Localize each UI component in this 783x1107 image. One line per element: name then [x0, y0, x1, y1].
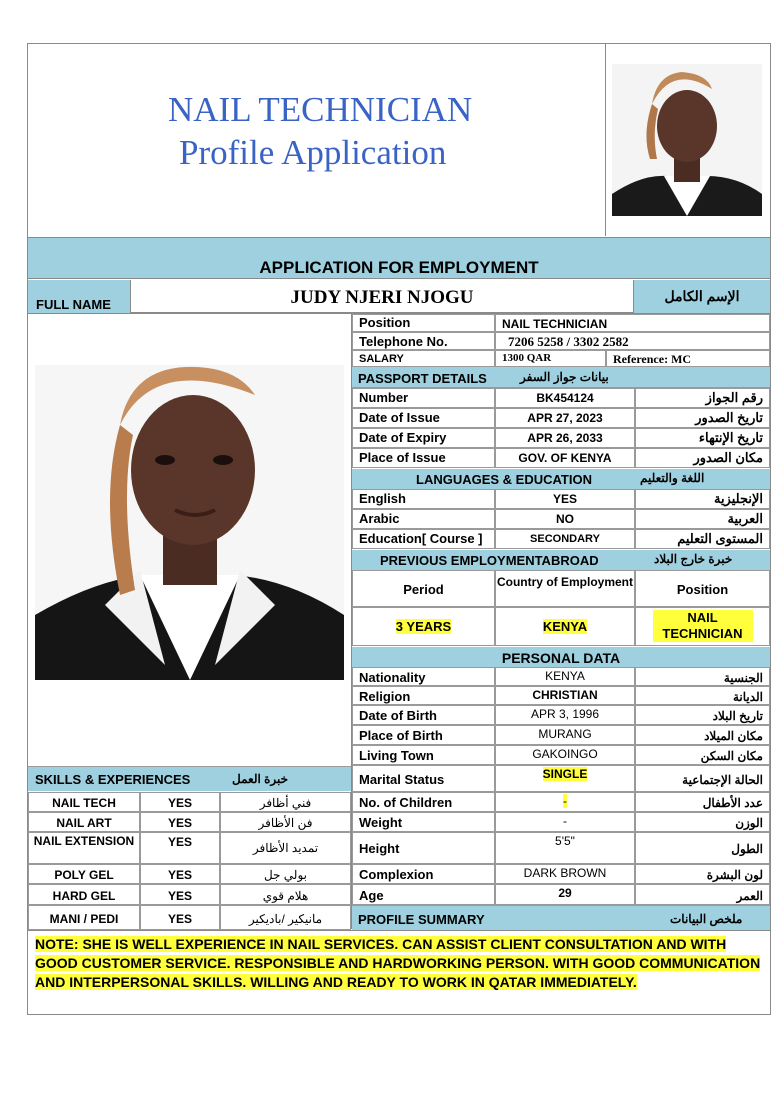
personal-row-value-text: KENYA	[545, 669, 585, 683]
skills-heading	[28, 766, 351, 791]
full-name-value: JUDY NJERI NJOGU	[290, 287, 474, 308]
personal-row-label: Date of Birth	[352, 705, 495, 725]
personal-row-value	[495, 667, 635, 686]
personal-row-ar: مكان الميلاد	[635, 725, 770, 745]
employment-position-text: NAIL TECHNICIAN	[653, 610, 753, 642]
profile-summary-heading	[352, 905, 770, 930]
application-banner-text: APPLICATION FOR EMPLOYMENT	[259, 258, 539, 277]
application-banner	[28, 237, 770, 279]
personal-row-ar: الديانة	[635, 686, 770, 705]
personal-row-label: Age	[352, 884, 495, 905]
personal-row-label: Complexion	[352, 864, 495, 884]
passport-row-label: Date of Issue	[352, 408, 495, 428]
employment-heading-text: PREVIOUS EMPLOYMENTABROAD	[380, 553, 599, 568]
personal-row-label: No. of Children	[352, 792, 495, 812]
title-divider	[605, 44, 606, 236]
salary-value: 1300 QAR	[495, 350, 606, 367]
employment-col-position: Position	[635, 570, 770, 607]
passport-row-value: APR 27, 2023	[495, 408, 635, 428]
position-label: Position	[352, 314, 495, 332]
personal-row-value	[495, 686, 635, 705]
skill-row-name: HARD GEL	[28, 884, 140, 905]
page-title	[28, 44, 606, 236]
skill-row-name: NAIL EXTENSION	[28, 832, 140, 864]
telephone-value: 7206 5258 / 3302 2582	[495, 332, 770, 350]
large-photo	[35, 365, 344, 680]
title-line-1: NAIL TECHNICIAN	[168, 90, 473, 129]
skill-row-name: POLY GEL	[28, 864, 140, 884]
skill-row-ar: هلام قوي	[220, 884, 351, 905]
passport-row-label: Place of Issue	[352, 448, 495, 468]
position-value: NAIL TECHNICIAN	[495, 314, 770, 332]
personal-row-value-text: APR 3, 1996	[530, 707, 600, 721]
personal-row-value	[495, 725, 635, 745]
employment-country-text: KENYA	[542, 619, 588, 634]
skill-row-ar: تمديد الأظافر	[220, 832, 351, 864]
skill-row-name: NAIL TECH	[28, 792, 140, 812]
skill-row-value: YES	[140, 832, 220, 864]
personal-row-ar: الوزن	[635, 812, 770, 832]
passport-row-value: GOV. OF KENYA	[495, 448, 635, 468]
passport-heading	[352, 367, 770, 388]
personal-row-value	[495, 832, 635, 864]
languages-heading-ar: اللغة والتعليم	[640, 471, 705, 485]
reference-value: Reference: MC	[606, 350, 770, 367]
language-row-ar: العربية	[635, 509, 770, 529]
profile-note: NOTE: SHE IS WELL EXPERIENCE IN NAIL SERVICES. CAN ASSIST CLIENT CONSULTATION AND WITH GOOD CUSTOMER SERVICE. RESPONSIBLE AND HARDWORKING PERSON. WITH GOOD COMMUNICATION AND INTERPERSONAL SKILLS. WILLING AND READY TO WORK IN QATAR IMMEDIATELY.	[35, 936, 761, 990]
language-row-label: Arabic	[352, 509, 495, 529]
passport-row-value: APR 26, 2033	[495, 428, 635, 448]
profile-note-box	[28, 930, 770, 1014]
skill-row-ar: فن الأظافر	[220, 812, 351, 832]
skill-row-value: YES	[140, 812, 220, 832]
skill-row-name: MANI / PEDI	[28, 905, 140, 930]
skills-heading-ar: خبرة العمل	[232, 772, 289, 786]
small-photo	[612, 64, 762, 216]
passport-row-value: BK454124	[495, 388, 635, 408]
personal-row-label: Place of Birth	[352, 725, 495, 745]
employment-heading	[352, 550, 770, 570]
full-name-label-cell	[28, 280, 131, 313]
full-name-ar-label: الإسم الكامل	[664, 288, 740, 304]
personal-row-label: Weight	[352, 812, 495, 832]
passport-row-ar: تاريخ الإنتهاء	[635, 428, 770, 448]
personal-row-value	[495, 705, 635, 725]
personal-row-value-text: MURANG	[538, 727, 592, 741]
language-row-ar: المستوى التعليم	[635, 529, 770, 549]
title-line-2: Profile Application	[179, 133, 447, 172]
skill-row-value: YES	[140, 864, 220, 884]
personal-row-value-text: GAKOINGO	[532, 747, 598, 761]
personal-row-value-text: 5'5"	[555, 834, 575, 848]
personal-row-value	[495, 792, 635, 812]
employment-position	[635, 607, 770, 646]
personal-row-value	[495, 812, 635, 832]
personal-row-label: Religion	[352, 686, 495, 705]
language-row-value: SECONDARY	[495, 529, 635, 549]
passport-heading-ar: بيانات جواز السفر	[520, 370, 609, 384]
employment-col-country: Country of Employment	[495, 570, 635, 607]
salary-label: SALARY	[352, 350, 495, 367]
skill-row-value: YES	[140, 792, 220, 812]
personal-row-label: Living Town	[352, 745, 495, 765]
language-row-label: Education[ Course ]	[352, 529, 495, 549]
personal-row-ar: الجنسية	[635, 667, 770, 686]
language-row-ar: الإنجليزية	[635, 489, 770, 509]
personal-row-ar: مكان السكن	[635, 745, 770, 765]
full-name-label: FULL NAME	[36, 297, 111, 312]
skill-row-value: YES	[140, 884, 220, 905]
personal-heading	[352, 647, 770, 667]
personal-row-ar: الحالة الإجتماعية	[635, 765, 770, 792]
skills-heading-text: SKILLS & EXPERIENCES	[35, 772, 191, 787]
large-photo-image	[35, 365, 344, 680]
full-name-ar-cell	[634, 280, 770, 313]
small-photo-image	[612, 64, 762, 216]
personal-row-label: Nationality	[352, 667, 495, 686]
employment-heading-ar: خبرة خارج البلاد	[654, 552, 733, 566]
language-row-value: NO	[495, 509, 635, 529]
personal-row-ar: لون البشرة	[635, 864, 770, 884]
languages-heading	[352, 469, 770, 489]
skill-row-ar: بولي جل	[220, 864, 351, 884]
passport-row-label: Number	[352, 388, 495, 408]
profile-summary-heading-ar: ملخص البيانات	[670, 912, 743, 926]
personal-row-value-text: 29	[558, 886, 572, 900]
passport-row-ar: رقم الجواز	[635, 388, 770, 408]
employment-period	[352, 607, 495, 646]
personal-heading-text: PERSONAL DATA	[501, 650, 621, 666]
personal-row-value-text: CHRISTIAN	[532, 688, 598, 702]
passport-row-label: Date of Expiry	[352, 428, 495, 448]
personal-row-ar: الطول	[635, 832, 770, 864]
full-name-value-cell	[131, 280, 634, 313]
telephone-label: Telephone No.	[352, 332, 495, 350]
personal-row-value	[495, 765, 635, 792]
skill-row-value: YES	[140, 905, 220, 930]
personal-row-label: Height	[352, 832, 495, 864]
personal-row-label: Marital Status	[352, 765, 495, 792]
language-row-label: English	[352, 489, 495, 509]
personal-row-value-text: DARK BROWN	[523, 866, 607, 880]
employment-col-period: Period	[352, 570, 495, 607]
language-row-value: YES	[495, 489, 635, 509]
profile-summary-heading-text: PROFILE SUMMARY	[358, 912, 485, 927]
skill-row-ar: مانيكير /باديكير	[220, 905, 351, 930]
skill-row-ar: فني أظافر	[220, 792, 351, 812]
personal-row-value-text: -	[563, 814, 567, 828]
personal-row-value-text: SINGLE	[542, 767, 588, 781]
employment-country	[495, 607, 635, 646]
personal-row-value	[495, 864, 635, 884]
skill-row-name: NAIL ART	[28, 812, 140, 832]
personal-row-ar: العمر	[635, 884, 770, 905]
passport-row-ar: مكان الصدور	[635, 448, 770, 468]
personal-row-ar: تاريخ البلاد	[635, 705, 770, 725]
personal-row-value	[495, 745, 635, 765]
languages-heading-text: LANGUAGES & EDUCATION	[416, 472, 592, 487]
personal-row-value-text: -	[563, 794, 567, 808]
passport-row-ar: تاريخ الصدور	[635, 408, 770, 428]
passport-heading-text: PASSPORT DETAILS	[358, 371, 487, 386]
personal-row-ar: عدد الأطفال	[635, 792, 770, 812]
employment-period-text: 3 YEARS	[395, 619, 452, 634]
personal-row-value	[495, 884, 635, 905]
